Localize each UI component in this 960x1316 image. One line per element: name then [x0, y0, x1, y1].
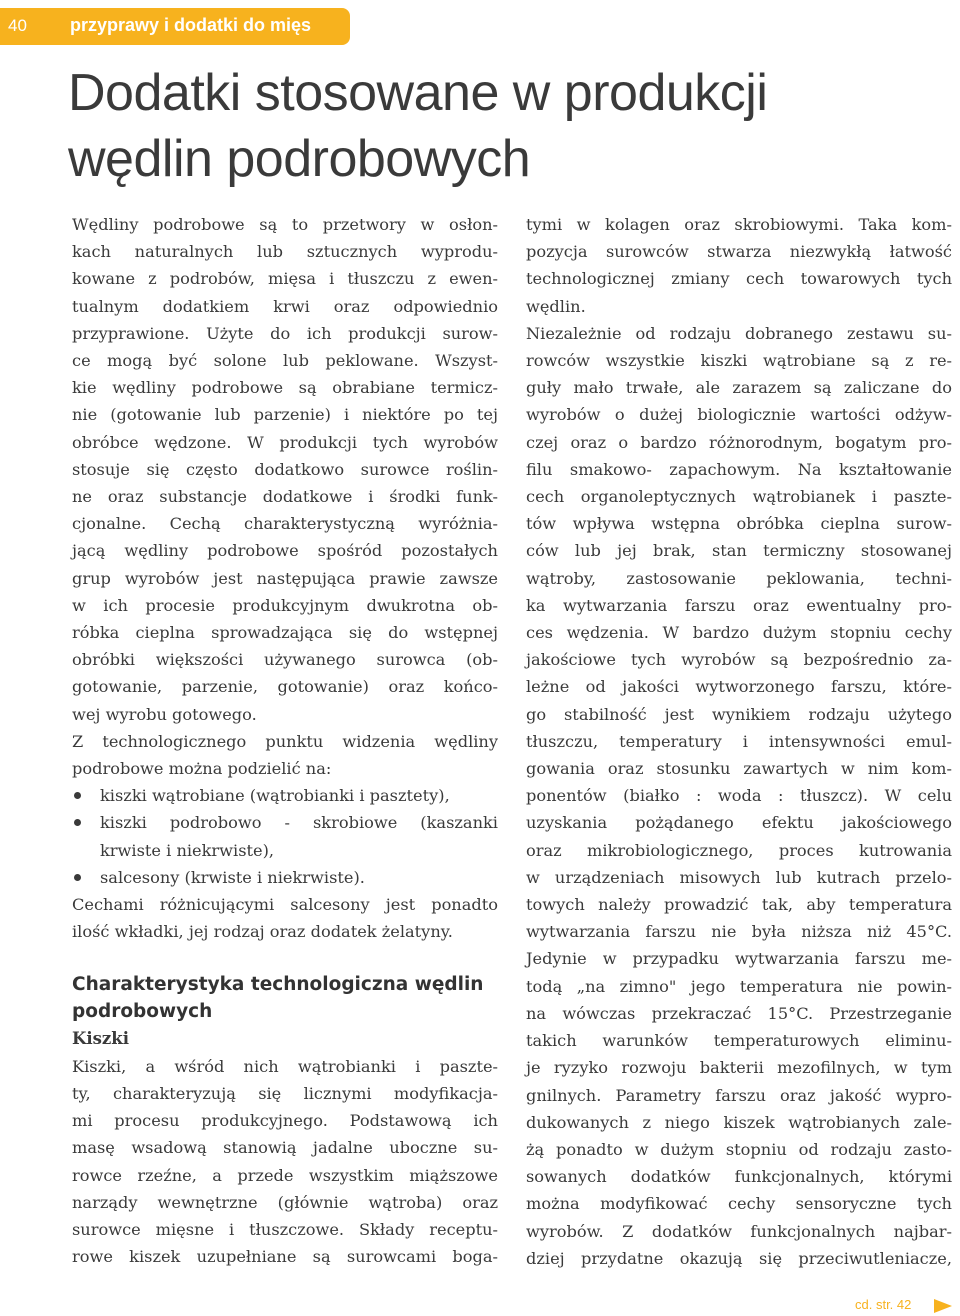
text-line: ka wytwarzania farszu oraz ewentualny pro-	[526, 595, 952, 615]
paragraph-classification	[72, 728, 498, 782]
text-line: Cechami różnicującymi salcesony jest ponadto	[72, 895, 498, 915]
text-line: Kiszki, a wśród nich wątrobianki i paszte-	[72, 1056, 498, 1076]
list-item	[72, 809, 498, 863]
list-item	[72, 782, 498, 809]
text-line: Wędliny podrobowe są to przetwory w osłon-	[72, 215, 498, 234]
text-line: tymi w kolagen oraz skrobiowymi. Taka kom-	[526, 215, 952, 234]
text-line: sowanych dodatków funkcjonalnych, którymi	[526, 1167, 952, 1187]
text-line: Niezależnie od rodzaju dobranego zestawu su-	[526, 323, 952, 343]
text-line: leżne od jakości wytworzonego farszu, które-	[526, 677, 952, 697]
text-line: tów wpływa wstępna obróbka cieplna surow-	[526, 514, 952, 534]
heading-line: podrobowych	[72, 1001, 213, 1023]
text-line: filu smakowo- zapachowym. Na kształtowanie	[526, 459, 952, 479]
text-line: go stabilność jest wynikiem rodzaju użytego	[526, 704, 952, 724]
bullet-icon	[74, 792, 81, 799]
paragraph-salcesony	[72, 891, 498, 945]
text-line: wyrobów o dużej biologicznie wartości odżyw-	[526, 405, 952, 425]
text-line: kowane z podrobów, mięsa i tłuszczu z ewen-	[72, 269, 498, 289]
text-line: rowców wszystkie kiszki wątrobiane są z re-	[526, 351, 952, 371]
text-line: żą ponadto w dużym stopniu od rodzaju zasto-	[526, 1139, 952, 1159]
list-item-text: krwiste i niekrwiste),	[100, 840, 275, 860]
text-line: towych należy prowadzić tak, aby temperatura	[526, 895, 952, 915]
text-line: można modyfikować cechy sensoryczne tych	[526, 1194, 952, 1214]
text-line: gnilnych. Parametry farszu oraz jakość wypro-	[526, 1085, 952, 1105]
text-line: przyprawione. Użyte do ich produkcji surow-	[72, 323, 498, 343]
title-line: wędlin podrobowych	[68, 130, 531, 188]
text-line: na wówczas przekraczać 15°C. Przestrzeganie	[526, 1003, 952, 1023]
text-line: wyrobów. Z dodatków funkcjonalnych najbar-	[526, 1221, 952, 1241]
article-title	[68, 60, 928, 192]
list-item-text: kiszki wątrobiane (wątrobianki i pasztety),	[100, 786, 450, 806]
text-line: kie wędliny podrobowe są obrabiane termicz-	[72, 378, 498, 398]
text-line: todą „na zimno" jego temperatura nie powin-	[526, 976, 952, 996]
page-number: 40	[8, 16, 27, 35]
text-line: wytwarzania farszu nie była niższa niż 45°C.	[526, 922, 952, 942]
text-line: ców lub jej brak, stan termiczny stosowanej	[526, 541, 952, 561]
section-title: przyprawy i dodatki do mięs	[70, 15, 312, 35]
text-line: rowce rzeźne, a przede wszystkim miąższowe	[72, 1165, 498, 1185]
text-line: dukowanych z niego kiszek wątrobianych zale-	[526, 1112, 952, 1132]
bullet-list	[72, 782, 498, 891]
paragraph-watrobiane	[526, 320, 952, 1272]
text-line: wątroby, zastosowanie peklowania, techni-	[526, 568, 952, 588]
list-item-text: salcesony (krwiste i niekrwiste).	[100, 867, 365, 887]
right-column	[526, 211, 952, 1272]
bullet-icon	[74, 874, 81, 881]
section-heading	[72, 971, 498, 1025]
text-line: narządy wewnętrzne (głównie wątroba) oraz	[72, 1192, 498, 1212]
text-line: Z technologicznego punktu widzenia wędliny	[72, 731, 498, 751]
text-line: je ryzyko rozwoju bakterii mezofilnych, w tym	[526, 1058, 952, 1078]
text-line: ces wędzenia. W bardzo dużym stopniu cechy	[526, 623, 952, 643]
text-line: gowania oraz stosunku zawartych w nim kom-	[526, 759, 952, 779]
text-line: obróbki większości używanego surowca (ob-	[72, 650, 498, 670]
list-item	[72, 864, 498, 891]
text-line: czej oraz o bardzo różnorodnym, bogatym pro-	[526, 432, 952, 452]
text-line: rowe kiszek uzupełniane są surowcami boga-	[72, 1247, 498, 1267]
text-line: technologicznej zmiany cech towarowych tych	[526, 269, 952, 289]
text-line: ce mogą być solone lub peklowane. Wszyst-	[72, 351, 498, 371]
text-line: w urządzeniach misowych lub kutrach przelo-	[526, 867, 952, 887]
continued-link[interactable]: cd. str. 42	[855, 1297, 912, 1312]
bullet-icon	[74, 819, 81, 826]
paragraph-kiszki	[72, 1053, 498, 1271]
text-line: pozycja surowców stwarza niezwykłą łatwość	[526, 242, 952, 262]
arrow-right-icon[interactable]	[934, 1299, 952, 1313]
text-line: ponentów (białko : woda : tłuszcz). W celu	[526, 786, 952, 806]
text-line: surowce mięsne i tłuszczowe. Składy receptu-	[72, 1219, 498, 1239]
text-line: wej wyrobu gotowego.	[72, 704, 257, 724]
text-line: tłuszczu, temperatury i intensywności emul-	[526, 731, 952, 751]
text-line: takich warunków temperaturowych eliminu-	[526, 1031, 952, 1051]
list-item-text: kiszki podrobowo - skrobiowe (kaszanki	[100, 813, 498, 833]
text-line: ilość wkładki, jej rodzaj oraz dodatek żelatyny.	[72, 922, 453, 942]
text-line: grup wyrobów jest następująca prawie zawsze	[72, 568, 498, 588]
subheading: Kiszki	[72, 1029, 129, 1049]
text-line: jakościowe tych wyrobów są bezpośrednio za-	[526, 650, 952, 670]
text-line: stosuje się często dodatkowo surowce roślin-	[72, 459, 498, 479]
paragraph-intro	[72, 211, 498, 728]
paragraph-continued	[526, 211, 952, 320]
text-line: guły mało trwałe, ale zarazem są zaliczane do	[526, 378, 952, 398]
title-line: Dodatki stosowane w produkcji	[68, 64, 768, 122]
text-line: jącą wędliny podrobowe spośród pozostałych	[72, 541, 498, 561]
text-line: podrobowe można podzielić na:	[72, 759, 332, 779]
text-line: cjonalne. Cechą charakterystyczną wyróżnia-	[72, 514, 498, 534]
text-line: ty, charakteryzują się licznymi modyfikacja-	[72, 1083, 498, 1103]
text-line: ne oraz substancje dodatkowe i środki funk-	[72, 487, 498, 507]
text-line: masę wsadową stanowią jadalne uboczne su-	[72, 1138, 498, 1158]
text-line: mi procesu produkcyjnego. Podstawową ich	[72, 1111, 498, 1131]
text-line: nie (gotowanie lub parzenie) i niektóre po tej	[72, 405, 498, 425]
heading-line: Charakterystyka technologiczna wędlin	[72, 974, 484, 996]
text-line: wędlin.	[526, 296, 586, 316]
text-line: obróbce wędzone. W produkcji tych wyrobów	[72, 432, 498, 452]
text-line: w ich procesie produkcyjnym dwukrotna ob-	[72, 595, 498, 615]
text-line: uzyskania pożądanego efektu jakościowego	[526, 813, 952, 833]
text-line: oraz mikrobiologicznego, proces kutrowania	[526, 840, 952, 860]
left-column	[72, 211, 498, 1270]
text-line: róbka cieplna sprowadzająca się do wstępnej	[72, 623, 498, 643]
text-line: dziej przydatne okazują się przeciwutleniacze,	[526, 1248, 952, 1268]
text-line: Jedynie w przypadku wytwarzania farszu me-	[526, 949, 952, 969]
text-line: cech organoleptycznych wątrobianek i paszte-	[526, 487, 952, 507]
text-line: kach naturalnych lub sztucznych wyprodu-	[72, 242, 498, 262]
text-line: tualnym dodatkiem krwi oraz odpowiednio	[72, 296, 498, 316]
text-line: gotowanie, parzenie, gotowanie) oraz końco-	[72, 677, 498, 697]
